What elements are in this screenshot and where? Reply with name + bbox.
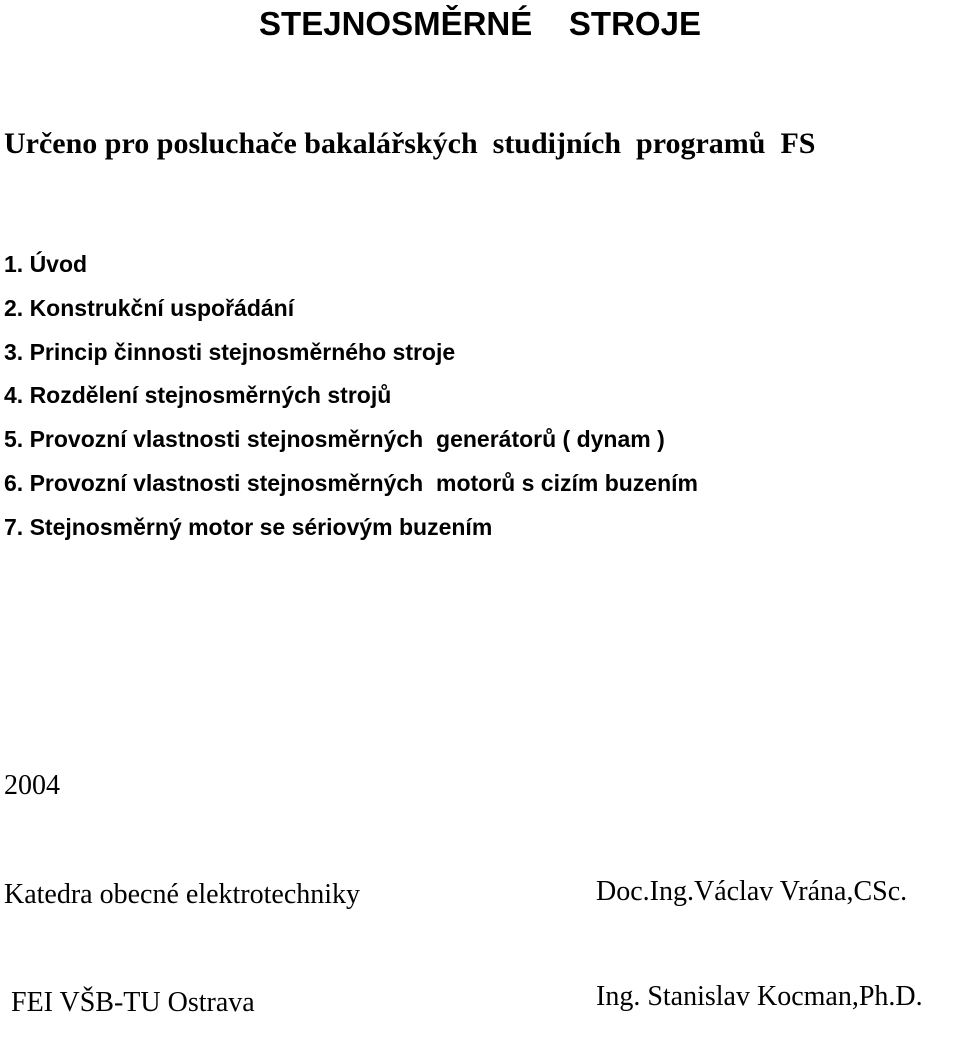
toc-item-7: 7. Stejnosměrný motor se sériovým buzením bbox=[4, 513, 493, 540]
toc-item-2: 2. Konstrukční uspořádání bbox=[4, 294, 295, 321]
document-subtitle: Určeno pro posluchače bakalářských studijních programů FS bbox=[4, 127, 816, 160]
toc-item-6: 6. Provozní vlastnosti stejnosměrných motorů s cizím buzením bbox=[4, 469, 698, 496]
toc-item-3: 3. Princip činnosti stejnosměrného stroje bbox=[4, 338, 456, 365]
institution-name: FEI VŠB-TU Ostrava bbox=[4, 987, 255, 1018]
document-title: STEJNOSMĚRNÉ STROJE bbox=[259, 5, 701, 42]
department-name: Katedra obecné elektrotechniky bbox=[4, 878, 361, 910]
author-2: Ing. Stanislav Kocman,Ph.D. bbox=[596, 981, 923, 1012]
author-1: Doc.Ing.Václav Vrána,CSc. bbox=[596, 876, 908, 907]
publication-year: 2004 bbox=[4, 770, 60, 801]
authors-block bbox=[596, 804, 923, 1049]
toc-item-1: 1. Úvod bbox=[4, 251, 88, 277]
toc-item-4: 4. Rozdělení stejnosměrných strojů bbox=[4, 382, 392, 409]
publication-info bbox=[4, 696, 360, 1058]
table-of-contents bbox=[4, 246, 698, 553]
toc-item-5: 5. Provozní vlastnosti stejnosměrných generátorů ( dynam ) bbox=[4, 426, 665, 453]
